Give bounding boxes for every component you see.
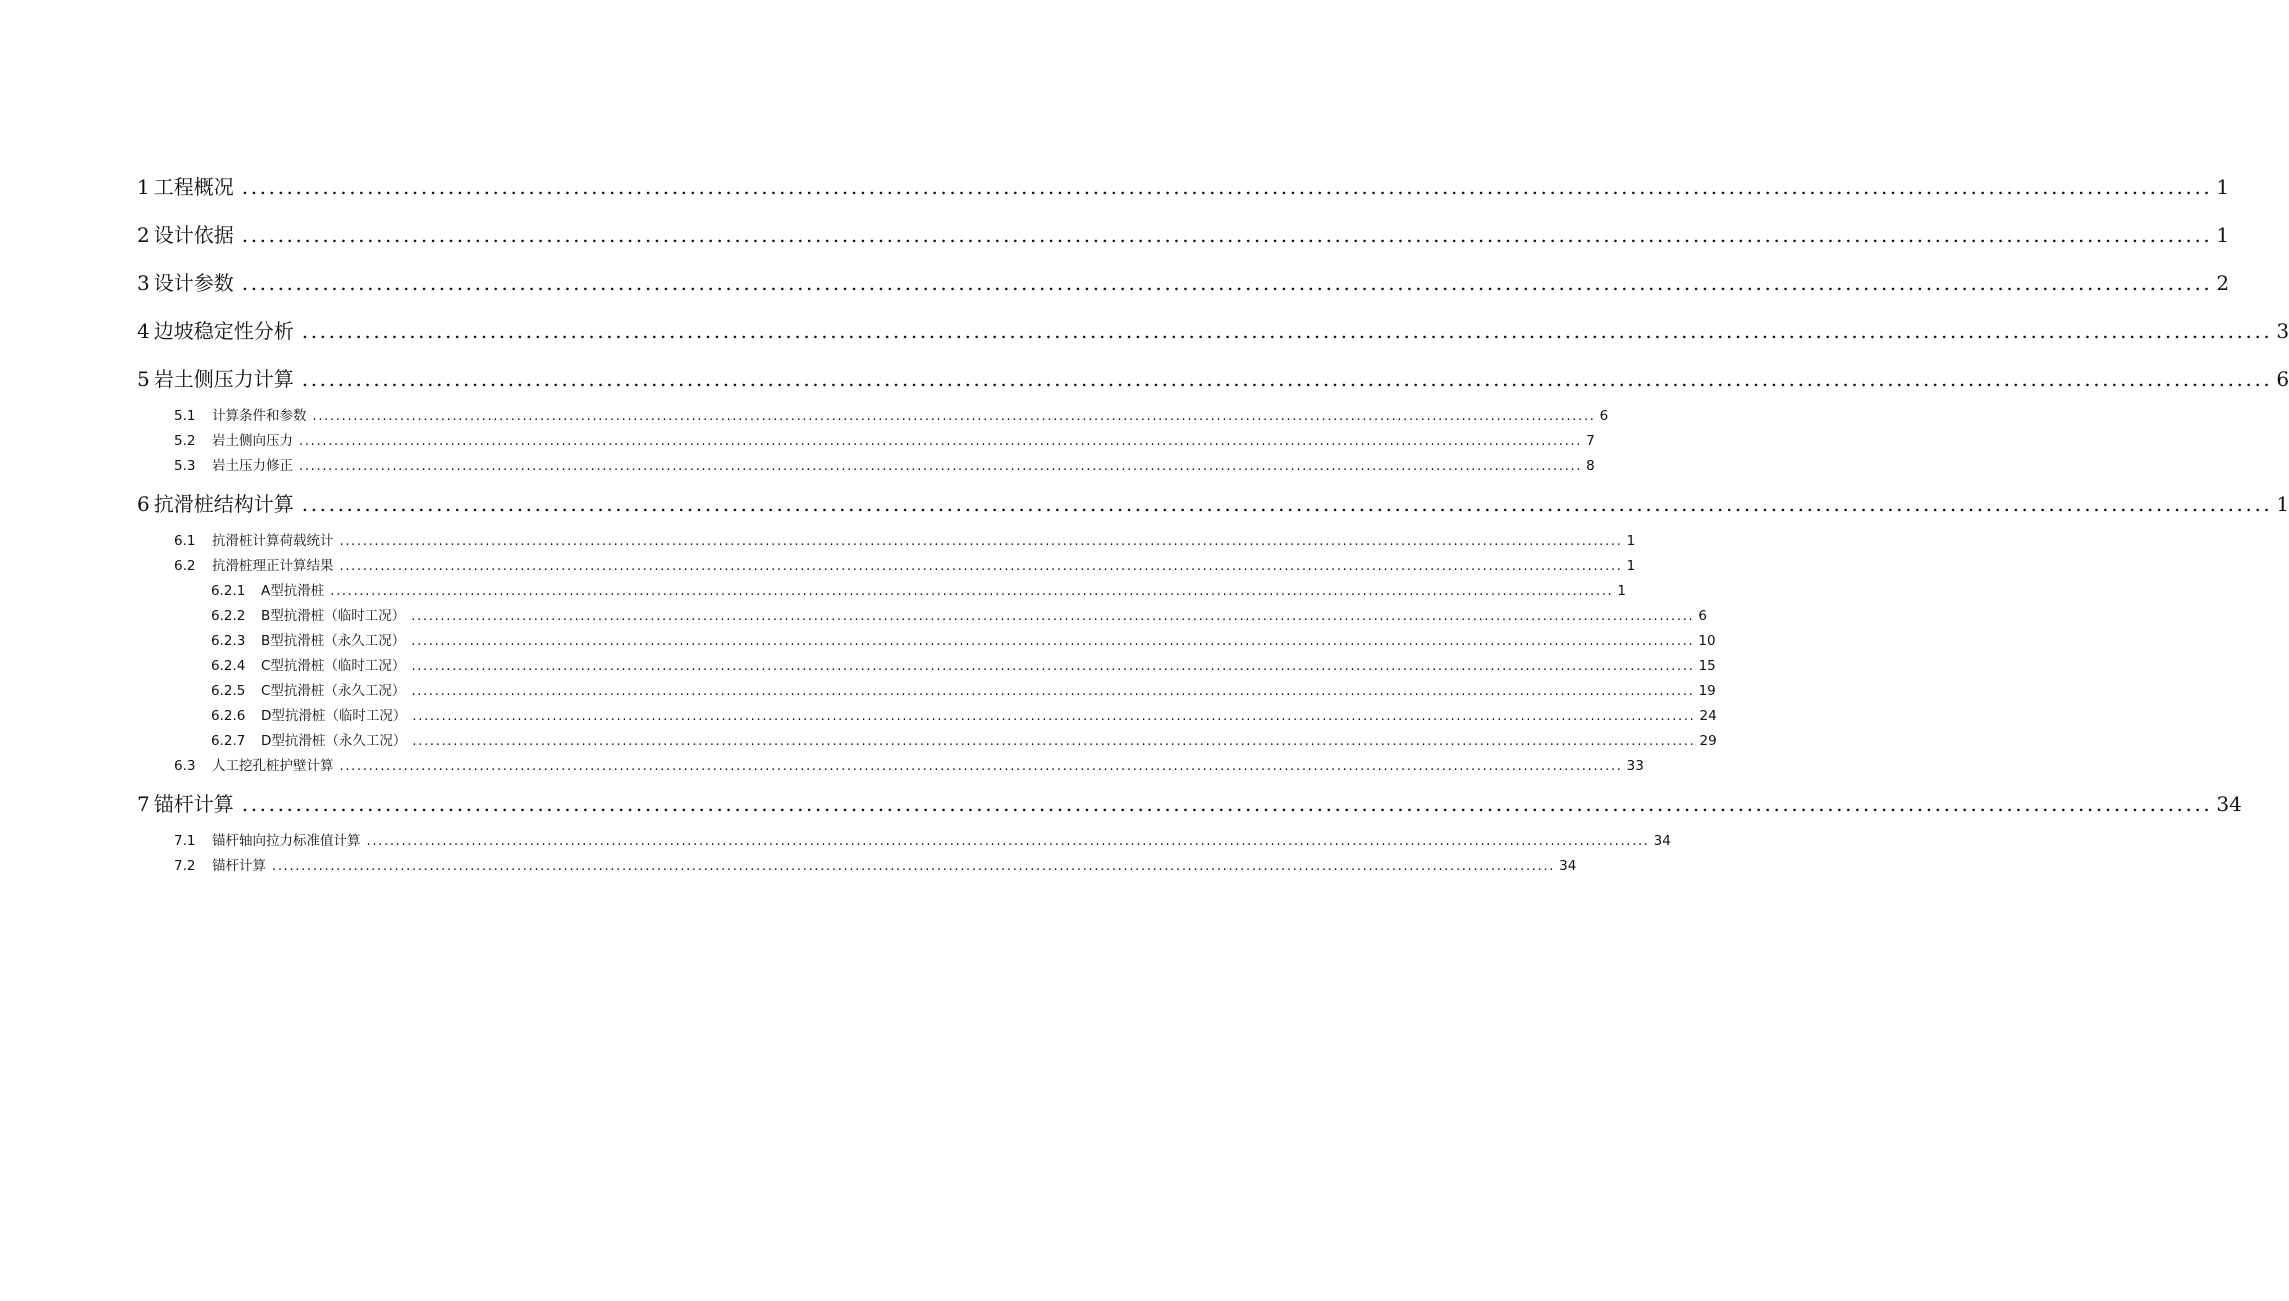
- toc-entry-number: 5.1: [174, 408, 196, 424]
- toc-entry-page: 1: [1626, 533, 1636, 549]
- toc-leader-dots: ............................................................................................................................................................................................................................: [301, 367, 2273, 391]
- toc-entry-title: 抗滑桩计算荷载统计: [212, 533, 334, 549]
- toc-entry-page: 10: [1698, 633, 1716, 649]
- toc-entry-page: 33: [1626, 758, 1644, 774]
- toc-entry-title: 设计参数: [153, 271, 234, 295]
- toc-entry[interactable]: [211, 706, 1717, 726]
- toc-entry-title: C型抗滑桩（临时工况）: [261, 658, 406, 674]
- toc-entry[interactable]: [211, 631, 1716, 651]
- toc-entry-page: 1: [2276, 492, 2289, 516]
- toc-entry-page: 8: [1586, 458, 1595, 474]
- toc-entry-title: A型抗滑桩: [261, 583, 325, 599]
- toc-entry-page: 1: [1626, 558, 1636, 574]
- toc-entry-page: 6: [1599, 408, 1609, 424]
- toc-leader-dots: ............................................................................................................................................................................................................................: [241, 792, 2213, 816]
- toc-entry-number: 4: [137, 319, 150, 343]
- toc-leader-dots: ............................................................................................................................................................................................................................: [412, 734, 1696, 749]
- toc-leader-dots: ............................................................................................................................................................................................................................: [241, 223, 2213, 247]
- toc-entry[interactable]: [137, 174, 2230, 200]
- toc-leader-dots: ............................................................................................................................................................................................................................: [339, 759, 1623, 774]
- toc-leader-dots: ............................................................................................................................................................................................................................: [411, 684, 1695, 699]
- toc-entry-number: 5.3: [174, 458, 196, 474]
- toc-entry-page: 29: [1699, 733, 1717, 749]
- toc-leader-dots: ............................................................................................................................................................................................................................: [339, 534, 1623, 549]
- toc-entry-title: 计算条件和参数: [212, 408, 307, 424]
- toc-entry[interactable]: [137, 270, 2230, 296]
- toc-entry-title: D型抗滑桩（临时工况）: [261, 708, 407, 724]
- toc-leader-dots: ............................................................................................................................................................................................................................: [301, 492, 2273, 516]
- toc-entry-page: 2: [2216, 271, 2230, 295]
- toc-entry-number: 1: [137, 175, 150, 199]
- toc-entry-title: 岩土侧压力计算: [153, 367, 294, 391]
- toc-entry[interactable]: [211, 606, 1707, 626]
- toc-entry-page: 1: [1617, 583, 1626, 599]
- toc-leader-dots: ............................................................................................................................................................................................................................: [299, 434, 1583, 449]
- toc-entry-page: 3: [2276, 319, 2289, 343]
- toc-entry[interactable]: [174, 831, 1671, 851]
- toc-leader-dots: ............................................................................................................................................................................................................................: [301, 319, 2273, 343]
- toc-entry-number: 2: [137, 223, 150, 247]
- toc-entry[interactable]: [137, 318, 2289, 344]
- toc-entry-number: 6.3: [174, 758, 196, 774]
- toc-entry[interactable]: [174, 756, 1644, 776]
- toc-entry[interactable]: [174, 456, 1595, 476]
- toc-entry-title: B型抗滑桩（永久工况）: [261, 633, 406, 649]
- toc-entry-page: 1: [2216, 175, 2230, 199]
- toc-entry-page: 34: [2216, 792, 2242, 816]
- toc-leader-dots: ............................................................................................................................................................................................................................: [411, 659, 1695, 674]
- toc-leader-dots: ............................................................................................................................................................................................................................: [299, 459, 1583, 474]
- toc-leader-dots: ............................................................................................................................................................................................................................: [411, 609, 1695, 624]
- toc-entry-number: 3: [137, 271, 150, 295]
- toc-entry[interactable]: [137, 366, 2289, 392]
- toc-entry-page: 6: [2276, 367, 2289, 391]
- toc-entry-number: 6.2.7: [211, 733, 246, 749]
- toc-leader-dots: ............................................................................................................................................................................................................................: [339, 559, 1623, 574]
- toc-entry[interactable]: [137, 222, 2230, 248]
- toc-entry-title: 抗滑桩结构计算: [153, 492, 294, 516]
- toc-entry-number: 6.2.4: [211, 658, 246, 674]
- toc-leader-dots: ............................................................................................................................................................................................................................: [366, 834, 1650, 849]
- toc-entry-title: 设计依据: [153, 223, 234, 247]
- toc-entry-title: 锚杆计算: [153, 792, 234, 816]
- toc-leader-dots: ............................................................................................................................................................................................................................: [241, 175, 2213, 199]
- toc-entry[interactable]: [174, 556, 1636, 576]
- toc-entry-page: 15: [1698, 658, 1716, 674]
- toc-leader-dots: ............................................................................................................................................................................................................................: [411, 634, 1695, 649]
- toc-entry-number: 6.2.3: [211, 633, 246, 649]
- toc-entry-number: 7.2: [174, 858, 196, 874]
- toc-entry[interactable]: [174, 856, 1577, 876]
- toc-entry-number: 6.1: [174, 533, 196, 549]
- toc-entry-number: 6.2.2: [211, 608, 246, 624]
- toc-entry[interactable]: [211, 581, 1626, 601]
- toc-leader-dots: ............................................................................................................................................................................................................................: [241, 271, 2213, 295]
- toc-leader-dots: ............................................................................................................................................................................................................................: [412, 709, 1696, 724]
- toc-leader-dots: ............................................................................................................................................................................................................................: [330, 584, 1614, 599]
- toc-entry-page: 24: [1699, 708, 1717, 724]
- toc-entry-number: 5: [137, 367, 150, 391]
- toc-entry-number: 6.2.5: [211, 683, 246, 699]
- toc-entry-number: 6.2.6: [211, 708, 246, 724]
- toc-entry[interactable]: [174, 406, 1609, 426]
- toc-leader-dots: ............................................................................................................................................................................................................................: [312, 409, 1596, 424]
- toc-entry-page: 34: [1653, 833, 1671, 849]
- toc-entry-title: 岩土压力修正: [212, 458, 293, 474]
- toc-entry-page: 34: [1559, 858, 1577, 874]
- toc-entry-title: 锚杆轴向拉力标准值计算: [212, 833, 361, 849]
- toc-entry-title: 岩土侧向压力: [212, 433, 293, 449]
- toc-entry-page: 7: [1586, 433, 1595, 449]
- toc-entry[interactable]: [211, 681, 1716, 701]
- toc-entry-title: C型抗滑桩（永久工况）: [261, 683, 406, 699]
- toc-entry-page: 1: [2216, 223, 2230, 247]
- toc-entry-title: 工程概况: [153, 175, 234, 199]
- toc-entry-title: 抗滑桩理正计算结果: [212, 558, 334, 574]
- toc-entry-title: 边坡稳定性分析: [153, 319, 294, 343]
- toc-entry-number: 6.2: [174, 558, 196, 574]
- toc-entry-number: 5.2: [174, 433, 196, 449]
- toc-entry[interactable]: [174, 531, 1636, 551]
- toc-leader-dots: ............................................................................................................................................................................................................................: [272, 859, 1556, 874]
- toc-entry-number: 7: [137, 792, 150, 816]
- toc-entry[interactable]: [137, 491, 2289, 517]
- toc-entry-page: 6: [1698, 608, 1707, 624]
- toc-entry-title: 锚杆计算: [212, 858, 266, 874]
- toc-entry-number: 6: [137, 492, 150, 516]
- toc-entry[interactable]: [137, 791, 2242, 817]
- toc-entry-title: B型抗滑桩（临时工况）: [261, 608, 406, 624]
- toc-entry-title: 人工挖孔桩护壁计算: [212, 758, 334, 774]
- toc-entry[interactable]: [211, 731, 1717, 751]
- toc-entry-number: 6.2.1: [211, 583, 246, 599]
- toc-entry-title: D型抗滑桩（永久工况）: [261, 733, 407, 749]
- toc-entry[interactable]: [211, 656, 1716, 676]
- toc-entry-page: 19: [1698, 683, 1716, 699]
- toc-entry-number: 7.1: [174, 833, 196, 849]
- toc-entry[interactable]: [174, 431, 1595, 451]
